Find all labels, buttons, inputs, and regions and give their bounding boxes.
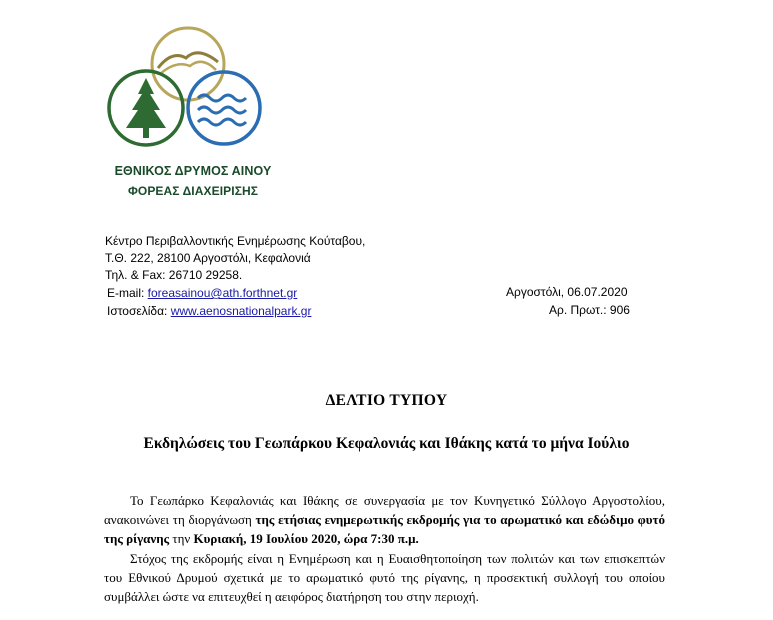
protocol-number: Αρ. Πρωτ.: 906 <box>549 303 630 317</box>
park-logo <box>100 22 270 152</box>
contact-center: Κέντρο Περιβαλλοντικής Ενημέρωσης Κούταβου, <box>105 234 366 248</box>
para1-intro: Το Γεωπάρκο Κεφαλονιάς και Ιθάκης σε συνεργασία με τον Κυνηγετικό Σύλλογο Αργοστολίου, ανακοινώνει τη διοργάνωση <box>104 493 665 527</box>
contact-website-row <box>107 303 311 319</box>
waves-icon <box>188 72 260 144</box>
contact-address: Τ.Θ. 222, 28100 Αργοστόλι, Κεφαλονιά <box>105 251 311 265</box>
org-subtitle: ΦΟΡΕΑΣ ΔΙΑΧΕΙΡΙΣΗΣ <box>127 184 259 198</box>
contact-phone: Τηλ. & Fax: 26710 29258. <box>105 268 243 282</box>
website-label: Ιστοσελίδα: <box>107 304 171 318</box>
email-label: E-mail: <box>107 286 148 300</box>
para1-bold-event: της ετήσιας ενημερωτικής εκδρομής για το αρωματικό και εδώδιμο φυτό της ρίγανης <box>104 512 665 546</box>
tree-icon <box>109 71 183 145</box>
paragraph-2 <box>104 549 665 606</box>
website-link[interactable]: www.aenosnationalpark.gr <box>170 304 312 318</box>
mountain-icon <box>152 28 224 100</box>
place-date: Αργοστόλι, 06.07.2020 <box>506 285 628 299</box>
para2-text: Στόχος της εκδρομής είναι η Ενημέρωση και η Ευαισθητοποίηση των πολιτών και των επισκεπτών του Εθνικού Δρυμού σχετικά με το αρωματικό φυτό της ρίγανης, η προσεκτική συλλογή του οποίου συμβάλλει ώστε να επιτευχθεί η αειφόρος διατήρηση του στην περιοχή. <box>104 551 665 604</box>
paragraph-1 <box>104 491 665 548</box>
email-link[interactable]: foreasainou@ath.forthnet.gr <box>147 286 298 300</box>
headline: Εκδηλώσεις του Γεωπάρκου Κεφαλονιάς και Ιθάκης κατά το μήνα Ιούλιο <box>143 435 630 452</box>
para1-bold-date: Κυριακή, 19 Ιουλίου 2020, ώρα 7:30 π.μ. <box>193 531 419 546</box>
press-release-title: ΔΕΛΤΙΟ ΤΥΠΟΥ <box>325 392 448 409</box>
org-name: ΕΘΝΙΚΟΣ ΔΡΥΜΟΣ ΑΙΝΟΥ <box>114 164 272 178</box>
para1-middle: την <box>169 531 194 546</box>
contact-email-row <box>107 285 297 301</box>
